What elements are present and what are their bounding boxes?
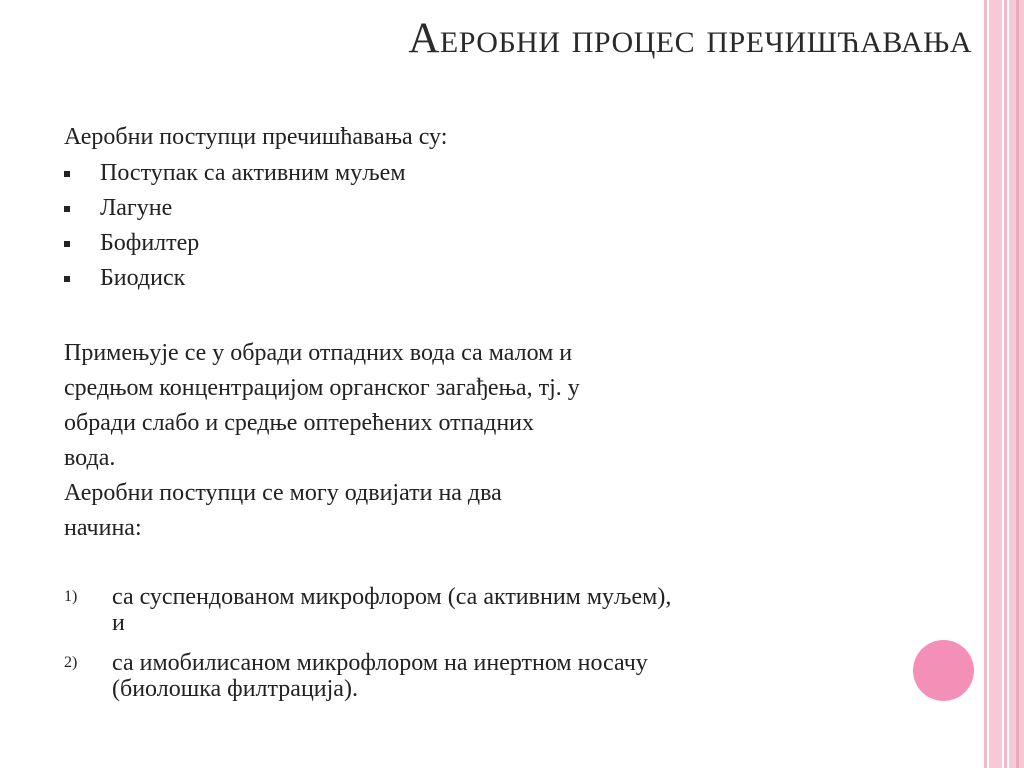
bullet-text: Лагуне (100, 195, 173, 221)
intro-text: Аеробни поступци пречишћавања су: (64, 124, 448, 150)
decorative-stripe (989, 0, 1002, 768)
bullet-list (64, 156, 406, 296)
bullet-item (64, 226, 406, 261)
body-paragraph (64, 336, 804, 546)
bullet-item (64, 261, 406, 296)
item-text-line: и (112, 610, 125, 636)
paragraph-line: Примењује се у обради отпадних вода са малом и (64, 340, 573, 366)
item-text-line: (биолошка филтрација). (112, 676, 358, 702)
bullet-text: Бофилтер (100, 230, 200, 256)
paragraph-line: средњом концентрацијом органског загађења, тј. у (64, 375, 580, 401)
item-text (112, 644, 648, 702)
paragraph-line: Аеробни поступци се могу одвијати на два (64, 480, 502, 506)
numbered-list (64, 578, 884, 710)
item-text-line: са имобилисаном микрофлором на инертном носачу (112, 650, 648, 676)
item-text (112, 578, 671, 636)
numbered-item (64, 644, 884, 702)
slide-title: Аеробни процес пречишћавања (408, 15, 972, 62)
item-text-line: са суспендованом микрофлором (са активним муљем), (112, 584, 672, 610)
numbered-item (64, 578, 884, 636)
bullet-icon (64, 206, 70, 212)
item-number: 2) (64, 654, 78, 671)
bullet-item (64, 191, 406, 226)
bullet-icon (64, 171, 70, 177)
bullet-icon (64, 241, 70, 247)
paragraph-line: начина: (64, 515, 142, 541)
decorative-circle (913, 640, 974, 701)
bullet-text: Биодиск (100, 265, 186, 291)
bullet-item (64, 156, 406, 191)
decorative-stripe (984, 0, 987, 768)
decorative-stripe (1016, 0, 1019, 768)
bullet-icon (64, 276, 70, 282)
item-number: 1) (64, 588, 78, 605)
bullet-text: Поступак са активним муљем (100, 160, 406, 186)
paragraph-line: обради слабо и средње оптерећених отпадних (64, 410, 535, 436)
decorative-stripe (1004, 0, 1007, 768)
paragraph-line: вода. (64, 445, 116, 471)
